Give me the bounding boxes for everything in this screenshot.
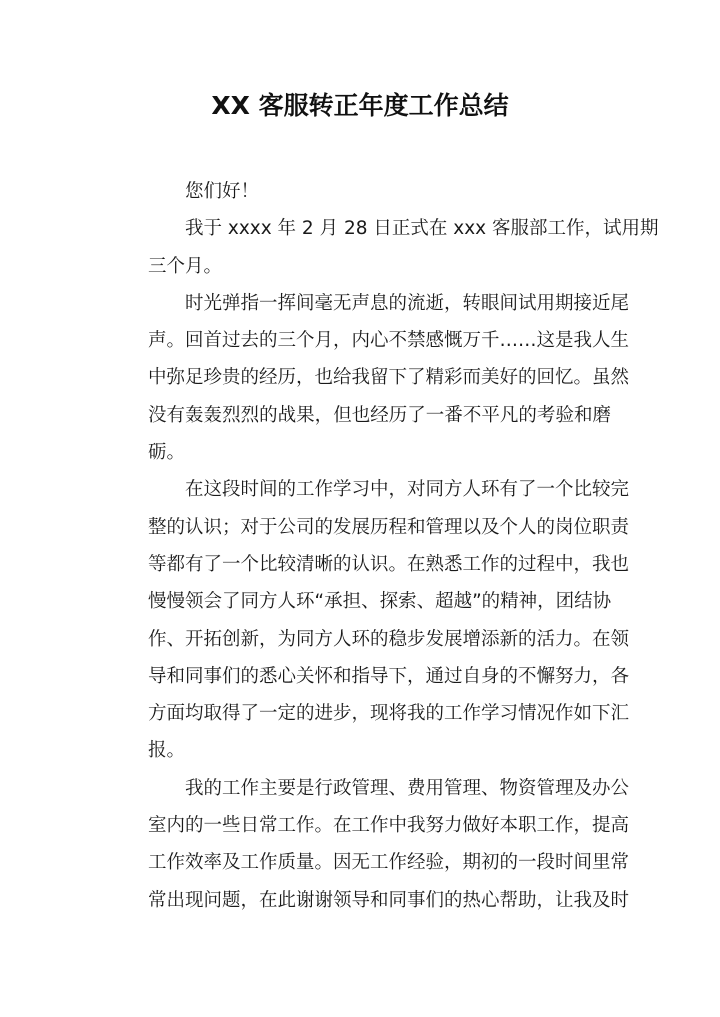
document-body bbox=[111, 173, 659, 919]
text-line: 时光弹指一挥间毫无声息的流逝，转眼间试用期接近尾 bbox=[185, 292, 630, 314]
paragraph-learning bbox=[111, 471, 630, 769]
text-line: 慢慢领会了同方人环“承担、探索、超越”的精神，团结协 bbox=[148, 591, 612, 613]
text-line: 报。 bbox=[148, 740, 186, 762]
text-line: 在这段时间的工作学习中，对同方人环有了一个比较完 bbox=[185, 479, 630, 501]
text-line: 室内的一些日常工作。在工作中我努力做好本职工作，提高 bbox=[148, 815, 630, 837]
text-line: 砺。 bbox=[148, 442, 186, 464]
text-line: 作、开拓创新，为同方人环的稳步发展增添新的活力。在领 bbox=[148, 628, 630, 650]
text-line: 整的认识；对于公司的发展历程和管理以及个人的岗位职责 bbox=[148, 516, 630, 538]
text-line: 中弥足珍贵的经历，也给我留下了精彩而美好的回忆。虽然 bbox=[148, 367, 630, 389]
paragraph-reflection bbox=[111, 285, 630, 471]
text-line: 声。回首过去的三个月，内心不禁感慨万千……这是我人生 bbox=[148, 330, 630, 352]
text-line: 我于 xxxx 年 2 月 28 日正式在 xxx 客服部工作，试用期 bbox=[185, 218, 659, 240]
paragraph-start-date bbox=[111, 210, 659, 285]
text-line: 三个月。 bbox=[148, 255, 223, 277]
paragraph-greeting bbox=[111, 173, 611, 210]
text-line: 方面均取得了一定的进步，现将我的工作学习情况作如下汇 bbox=[148, 703, 630, 725]
text-line: 导和同事们的悉心关怀和指导下，通过自身的不懈努力，各 bbox=[148, 665, 630, 687]
paragraph-duties bbox=[111, 770, 630, 919]
text-line: 您们好！ bbox=[185, 181, 260, 202]
text-line: 常出现问题，在此谢谢领导和同事们的热心帮助，让我及时 bbox=[148, 889, 630, 911]
document-title: XX 客服转正年度工作总结 bbox=[211, 91, 509, 120]
text-line: 没有轰轰烈烈的战果，但也经历了一番不平凡的考验和磨 bbox=[148, 404, 611, 426]
text-line: 工作效率及工作质量。因无工作经验，期初的一段时间里常 bbox=[148, 852, 630, 874]
text-line: 等都有了一个比较清晰的认识。在熟悉工作的过程中，我也 bbox=[148, 553, 630, 575]
text-line: 我的工作主要是行政管理、费用管理、物资管理及办公 bbox=[185, 777, 630, 799]
